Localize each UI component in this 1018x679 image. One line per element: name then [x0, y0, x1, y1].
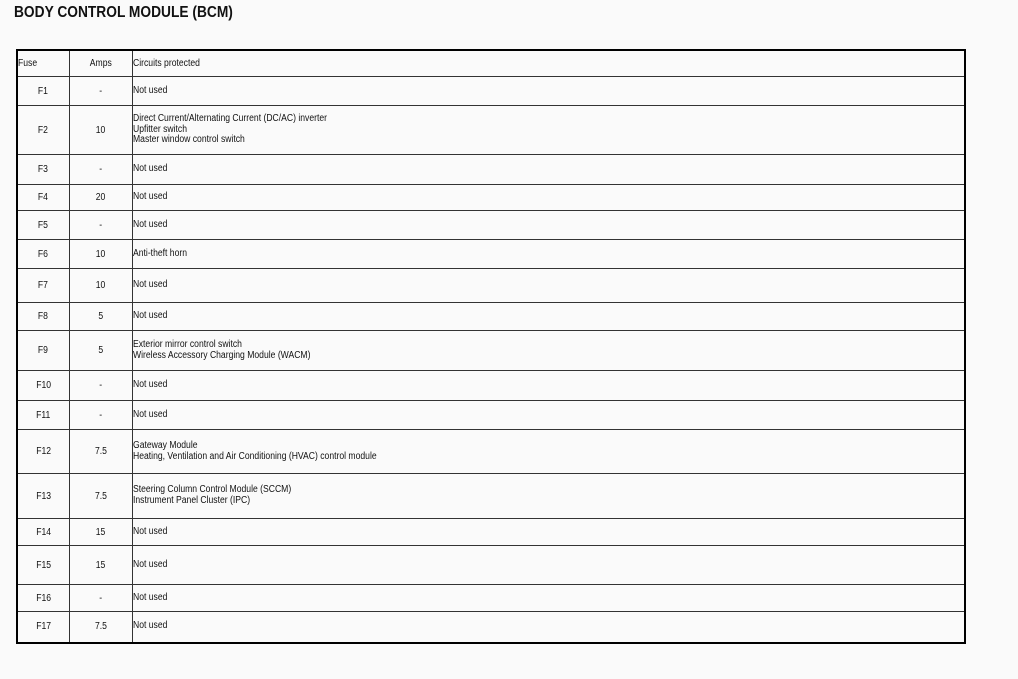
circuit-line: Exterior mirror control switch: [132, 338, 242, 350]
circuit-line: Not used: [132, 408, 167, 420]
circuit-line: Instrument Panel Cluster (IPC): [132, 495, 250, 506]
circuits-cell: [132, 430, 965, 474]
amps-cell: -: [69, 371, 132, 401]
table-row: [17, 155, 965, 185]
circuits-cell: [132, 519, 965, 546]
circuit-line: Not used: [132, 558, 167, 570]
table-row: [17, 240, 965, 269]
fuse-cell: F13: [17, 474, 69, 519]
circuits-cell: [132, 269, 965, 303]
table-row: [17, 269, 965, 303]
amps-cell: 10: [69, 240, 132, 269]
fuse-table: [16, 49, 966, 644]
circuit-line: Not used: [132, 620, 167, 632]
table-row: [17, 585, 965, 612]
table-header-row: [17, 50, 965, 77]
circuits-cell: [132, 77, 965, 106]
circuit-line: Not used: [132, 279, 167, 291]
circuits-cell: [132, 612, 965, 643]
circuit-line: Direct Current/Alternating Current (DC/AC) inverter: [132, 113, 327, 125]
circuit-line: Not used: [132, 84, 167, 96]
amps-cell: 5: [69, 303, 132, 331]
circuit-line: Not used: [132, 310, 167, 322]
table-row: [17, 331, 965, 371]
circuits-cell: [132, 303, 965, 331]
fuse-cell: F6: [17, 240, 69, 269]
header-circuits: Circuits protected: [132, 50, 965, 77]
circuit-line: Not used: [132, 525, 167, 537]
circuit-line: Anti-theft horn: [132, 247, 187, 259]
fuse-cell: F3: [17, 155, 69, 185]
table-row: [17, 303, 965, 331]
fuse-cell: F14: [17, 519, 69, 546]
circuits-cell: [132, 371, 965, 401]
table-row: [17, 401, 965, 430]
table-row: [17, 211, 965, 240]
header-fuse: Fuse: [17, 50, 69, 77]
circuits-cell: [132, 185, 965, 211]
amps-cell: 7.5: [69, 612, 132, 643]
amps-cell: -: [69, 585, 132, 612]
fuse-cell: F4: [17, 185, 69, 211]
circuit-line: Heating, Ventilation and Air Conditioning (HVAC) control module: [132, 450, 377, 462]
table-row: [17, 371, 965, 401]
circuits-cell: [132, 211, 965, 240]
fuse-cell: F10: [17, 371, 69, 401]
amps-cell: -: [69, 77, 132, 106]
fuse-cell: F2: [17, 106, 69, 155]
fuse-cell: F1: [17, 77, 69, 106]
amps-cell: -: [69, 211, 132, 240]
circuit-line: Not used: [132, 218, 167, 230]
table-row: [17, 474, 965, 519]
circuit-line: Master window control switch: [132, 134, 245, 146]
amps-cell: 15: [69, 519, 132, 546]
table-row: [17, 612, 965, 643]
circuits-cell: [132, 585, 965, 612]
circuit-line: Wireless Accessory Charging Module (WACM): [132, 349, 310, 361]
circuits-cell: [132, 106, 965, 155]
amps-cell: -: [69, 401, 132, 430]
circuits-cell: [132, 240, 965, 269]
table-row: [17, 185, 965, 211]
fuse-cell: F17: [17, 612, 69, 643]
circuit-line: Gateway Module: [132, 439, 198, 451]
circuit-line: Not used: [132, 163, 167, 175]
amps-cell: 10: [69, 269, 132, 303]
fuse-rows: [17, 77, 965, 643]
circuit-line: Not used: [132, 591, 167, 603]
page-title: BODY CONTROL MODULE (BCM): [14, 4, 233, 21]
fuse-cell: F16: [17, 585, 69, 612]
amps-cell: 20: [69, 185, 132, 211]
fuse-cell: F11: [17, 401, 69, 430]
table-row: [17, 77, 965, 106]
amps-cell: 7.5: [69, 430, 132, 474]
circuit-line: Upfitter switch: [132, 123, 187, 135]
fuse-cell: F7: [17, 269, 69, 303]
table-row: [17, 106, 965, 155]
header-amps: Amps: [69, 50, 132, 77]
amps-cell: -: [69, 155, 132, 185]
circuits-cell: [132, 155, 965, 185]
table-row: [17, 519, 965, 546]
fuse-cell: F9: [17, 331, 69, 371]
amps-cell: 5: [69, 331, 132, 371]
table-row: [17, 546, 965, 585]
circuits-cell: [132, 331, 965, 371]
circuit-line: Steering Column Control Module (SCCM): [132, 484, 291, 496]
circuits-cell: [132, 546, 965, 585]
circuit-line: Not used: [132, 379, 167, 391]
amps-cell: 15: [69, 546, 132, 585]
fuse-cell: F5: [17, 211, 69, 240]
amps-cell: 7.5: [69, 474, 132, 519]
fuse-cell: F12: [17, 430, 69, 474]
fuse-cell: F15: [17, 546, 69, 585]
amps-cell: 10: [69, 106, 132, 155]
table-row: [17, 430, 965, 474]
circuits-cell: [132, 474, 965, 519]
fuse-cell: F8: [17, 303, 69, 331]
circuits-cell: [132, 401, 965, 430]
circuit-line: Not used: [132, 191, 167, 203]
